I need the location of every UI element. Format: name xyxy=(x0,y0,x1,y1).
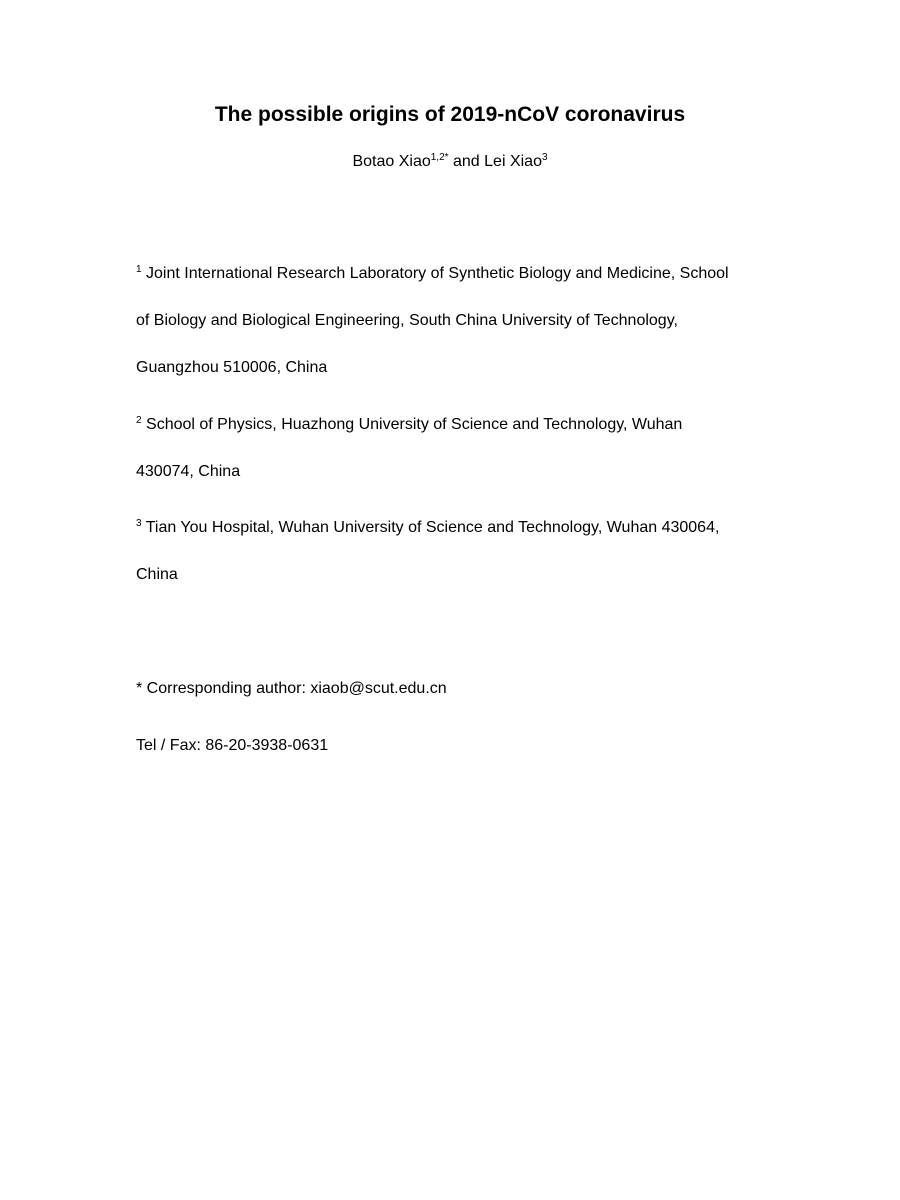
contact-phone xyxy=(136,734,776,758)
author-connector: and xyxy=(452,153,480,170)
affiliation-line: China xyxy=(136,566,178,583)
paper-title: The possible origins of 2019-nCoV coronavirus xyxy=(214,103,686,126)
affiliation-2 xyxy=(136,413,776,484)
author-affiliation-marker: 3 xyxy=(541,152,548,163)
contact-phone-number: 86-20-3938-0631 xyxy=(205,737,329,754)
corresponding-author-email: xiaob@scut.edu.cn xyxy=(310,680,447,697)
affiliation-line xyxy=(136,262,776,286)
affiliation-text: School of Physics, Huazhong University of Science and Technology, Wuhan xyxy=(146,416,683,433)
affiliation-line: Guangzhou 510006, China xyxy=(136,359,328,376)
author-name: Botao Xiao xyxy=(352,153,431,170)
affiliation-marker: 1 xyxy=(136,264,142,275)
affiliation-line: 430074, China xyxy=(136,463,241,480)
affiliation-3 xyxy=(136,516,776,587)
affiliation-text: Joint International Research Laboratory of Synthetic Biology and Medicine, School xyxy=(146,265,729,282)
author-line xyxy=(0,150,900,174)
affiliation-text: Tian You Hospital, Wuhan University of Science and Technology, Wuhan 430064, xyxy=(145,519,720,536)
author-affiliation-marker: 1,2* xyxy=(430,152,449,163)
affiliation-line: of Biology and Biological Engineering, South China University of Technology, xyxy=(136,312,678,329)
affiliation-1 xyxy=(136,262,776,380)
corresponding-author-label: * Corresponding author: xyxy=(136,680,306,697)
corresponding-author xyxy=(136,677,776,701)
affiliation-marker: 2 xyxy=(136,415,142,426)
affiliation-marker: 3 xyxy=(136,518,142,529)
affiliation-line xyxy=(136,413,776,437)
affiliation-line xyxy=(136,516,776,540)
author-name: Lei Xiao xyxy=(484,153,542,170)
contact-phone-label: Tel / Fax: xyxy=(136,737,201,754)
